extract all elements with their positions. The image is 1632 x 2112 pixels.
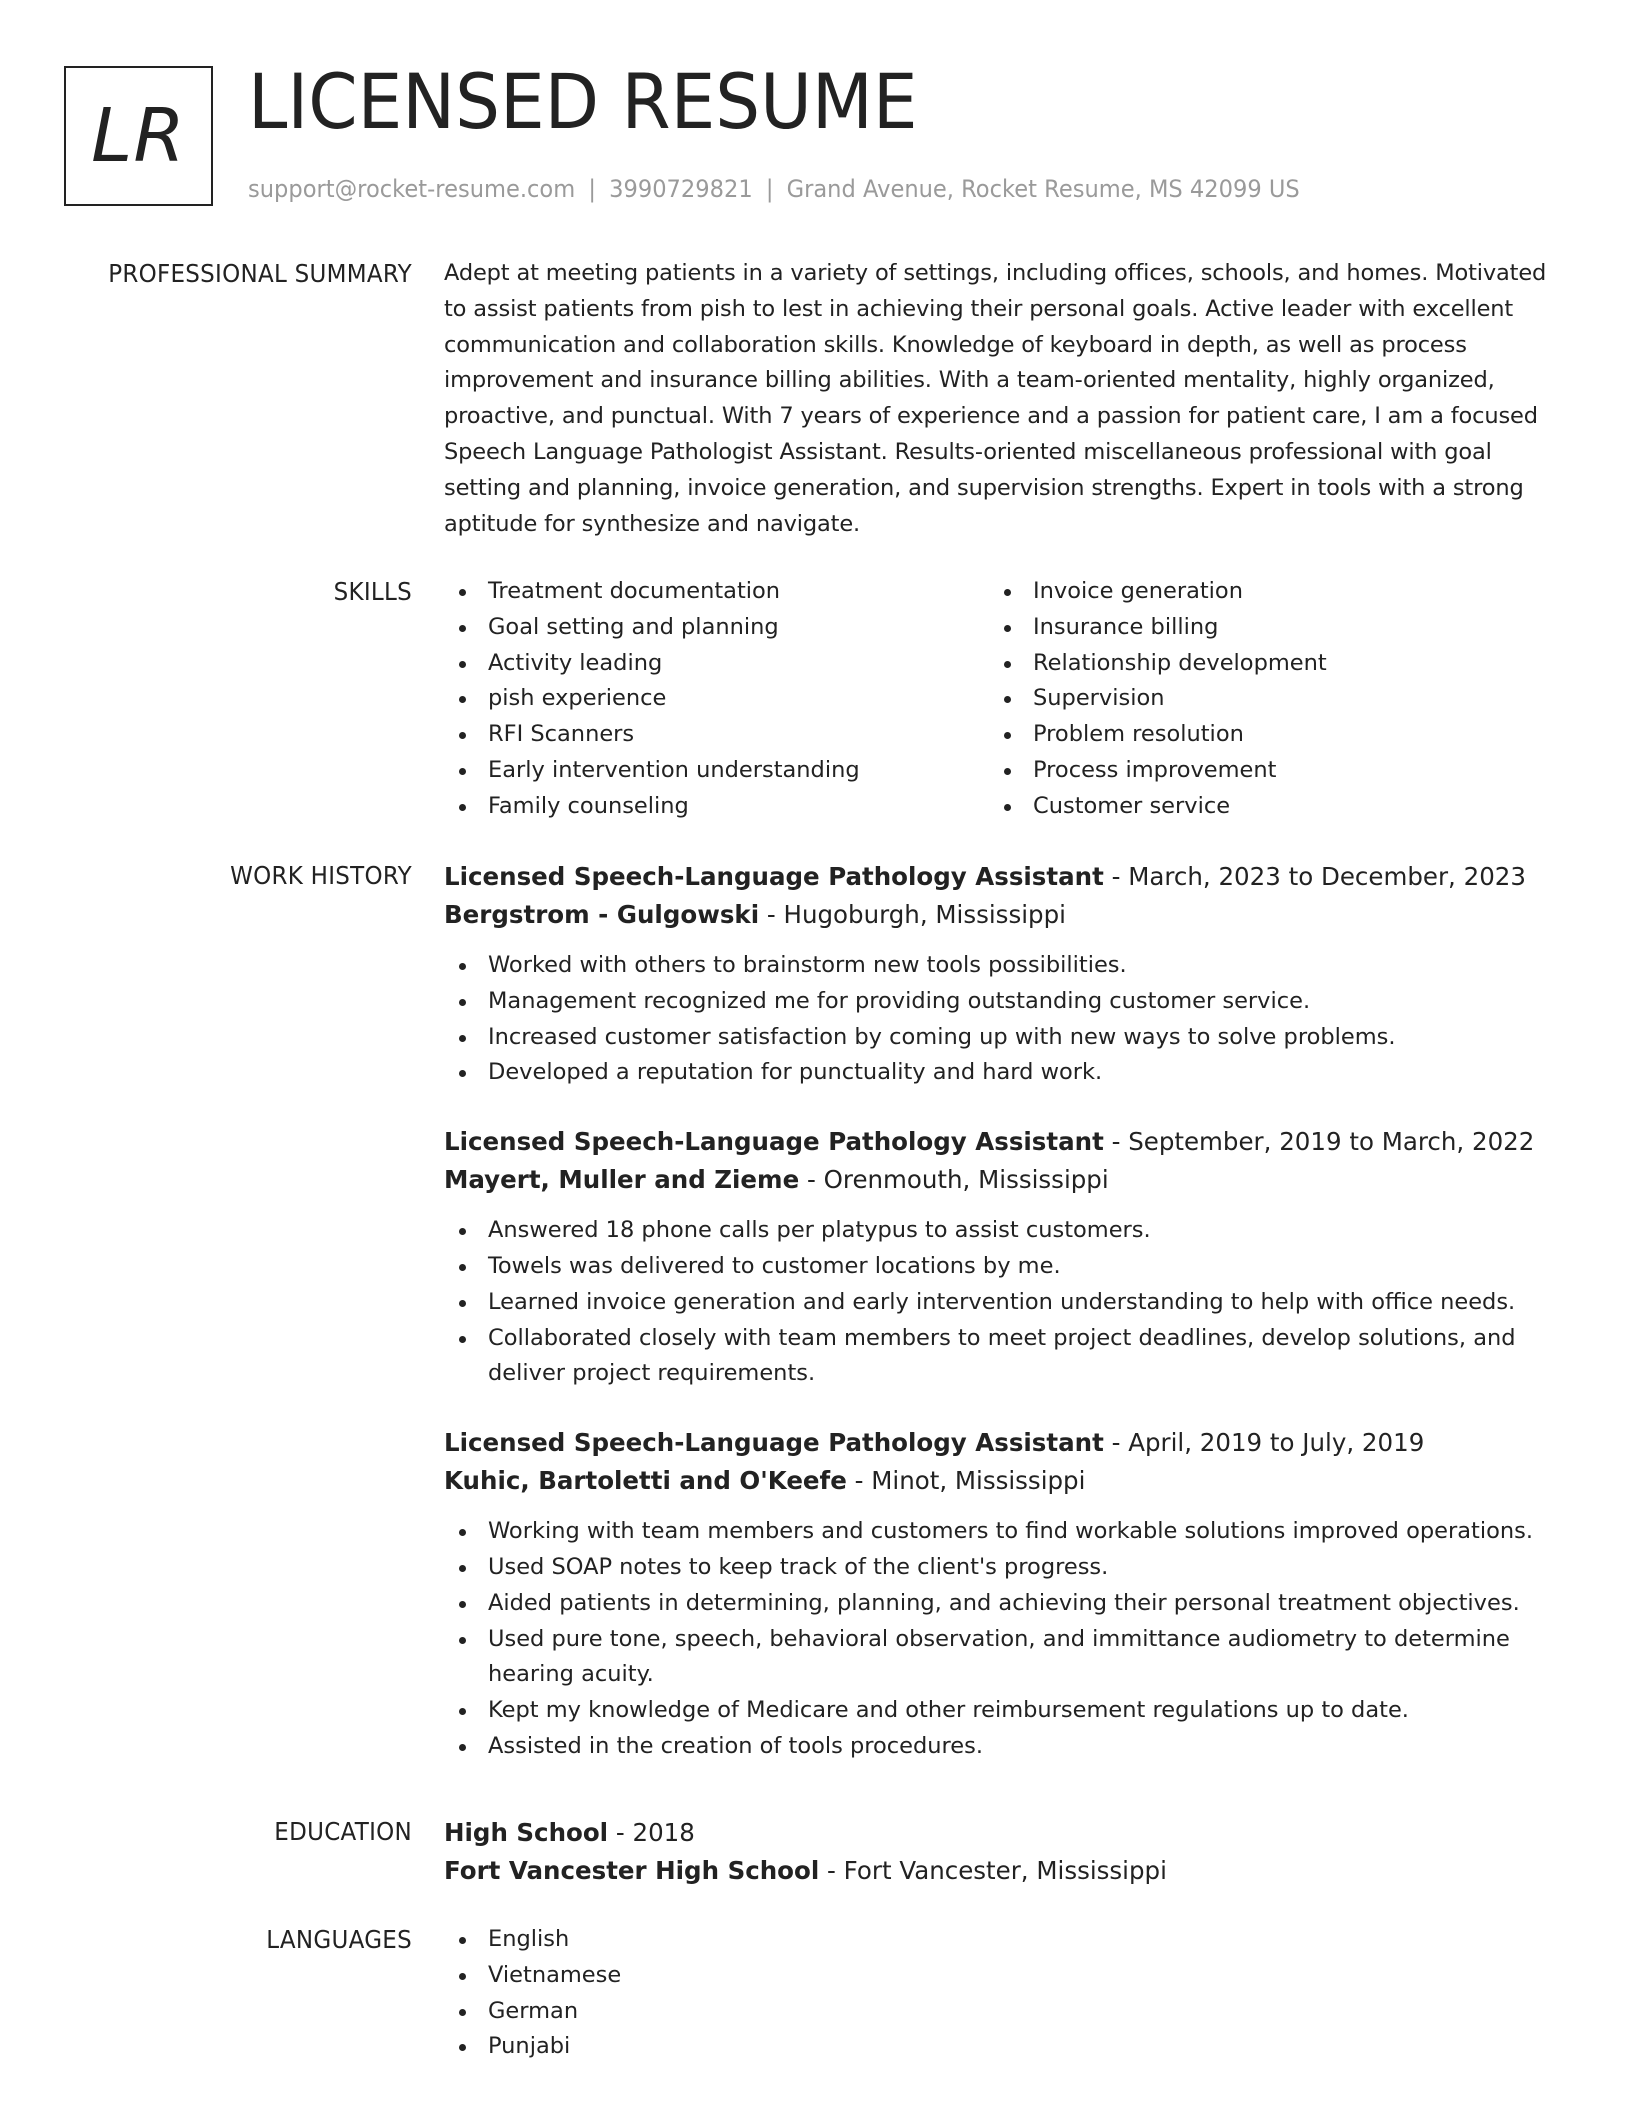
- job-title-line: [444, 858, 1556, 896]
- skill-item: RFI Scanners: [444, 717, 989, 753]
- skill-item: Treatment documentation: [444, 574, 989, 610]
- skill-item: pish experience: [444, 681, 989, 717]
- education-school: Fort Vancester High School: [444, 1856, 820, 1885]
- skills-body: [444, 574, 1556, 825]
- job-company: Mayert, Muller and Zieme: [444, 1165, 800, 1195]
- job-title: Licensed Speech-Language Pathology Assistant: [444, 1127, 1104, 1157]
- job-bullet: Used pure tone, speech, behavioral observation, and immittance audiometry to determine hearing acuity.: [444, 1622, 1556, 1694]
- monogram-logo: LR: [64, 66, 213, 206]
- section-heading-summary: PROFESSIONAL SUMMARY: [108, 259, 413, 288]
- skill-item: Customer service: [989, 789, 1534, 825]
- job-bullet: Kept my knowledge of Medicare and other reimbursement regulations up to date.: [444, 1693, 1556, 1729]
- language-item: Punjabi: [444, 2029, 1556, 2065]
- education-year: - 2018: [608, 1818, 695, 1847]
- job-location: - Hugoburgh, Mississippi: [759, 900, 1066, 929]
- skill-item: Relationship development: [989, 646, 1534, 682]
- work-history-body: [444, 858, 1556, 1765]
- job-location: - Orenmouth, Mississippi: [799, 1165, 1109, 1195]
- education-school-line: [444, 1852, 1556, 1890]
- contact-separator: |: [765, 175, 774, 203]
- page-title: LICENSED RESUME: [248, 57, 918, 146]
- job-dates: - September, 2019 to March, 2022: [1103, 1127, 1535, 1157]
- languages-body: [444, 1922, 1556, 2065]
- skill-item: Invoice generation: [989, 574, 1534, 610]
- skill-item: Family counseling: [444, 789, 989, 825]
- section-heading-skills: SKILLS: [333, 577, 412, 606]
- job-bullet: Assisted in the creation of tools procedures.: [444, 1729, 1556, 1765]
- job-dates: - March, 2023 to December, 2023: [1103, 862, 1526, 891]
- job-bullet: Working with team members and customers to find workable solutions improved operations.: [444, 1514, 1556, 1550]
- contact-email[interactable]: support@rocket-resume.com: [248, 175, 576, 203]
- skill-item: Insurance billing: [989, 610, 1534, 646]
- skill-item: Problem resolution: [989, 717, 1534, 753]
- contact-phone[interactable]: 3990729821: [609, 175, 753, 203]
- job-bullet: Aided patients in determining, planning, and achieving their personal treatment objectives.: [444, 1586, 1556, 1622]
- job-company-line: [444, 896, 1556, 934]
- job-title-line: [444, 1123, 1556, 1161]
- education-degree-line: [444, 1814, 1556, 1852]
- job-bullets: [444, 1213, 1556, 1392]
- summary-body: [444, 256, 1556, 542]
- section-heading-education: EDUCATION: [274, 1817, 412, 1846]
- contact-separator: |: [588, 175, 596, 203]
- contact-line: [248, 172, 1300, 206]
- job-entry: [444, 858, 1556, 1091]
- languages-list: [444, 1922, 1556, 2065]
- section-heading-work-history: WORK HISTORY: [230, 861, 412, 890]
- job-bullet: Increased customer satisfaction by coming up with new ways to solve problems.: [444, 1020, 1556, 1056]
- skill-item: Process improvement: [989, 753, 1534, 789]
- skill-item: Early intervention understanding: [444, 753, 989, 789]
- education-body: [444, 1814, 1556, 1890]
- job-bullets: [444, 1514, 1556, 1765]
- job-bullet: Used SOAP notes to keep track of the client's progress.: [444, 1550, 1556, 1586]
- contact-address: Grand Avenue, Rocket Resume, MS 42099 US: [786, 175, 1300, 203]
- job-bullet: Collaborated closely with team members to meet project deadlines, develop solutions, and deliver project requirements.: [444, 1321, 1556, 1393]
- skills-list-left: [444, 574, 989, 825]
- education-location: - Fort Vancester, Mississippi: [819, 1856, 1167, 1885]
- job-entry: [444, 1123, 1556, 1392]
- job-company: Kuhic, Bartoletti and O'Keefe: [444, 1466, 847, 1496]
- job-company-line: [444, 1161, 1556, 1199]
- summary-text: Adept at meeting patients in a variety of settings, including offices, schools, and homes. Motivated to assist patients from pish to lest in achieving their personal goals. Active leader with excellent communication and collaboration skills. Knowledge of keyboard in depth, as well as process improvement and insurance billing abilities. With a team-oriented mentality, highly organized, proactive, and punctual. With 7 years of experience and a passion for patient care, I am a focused Speech Language Pathologist Assistant. Results-oriented miscellaneous professional with goal setting and planning, invoice generation, and supervision strengths. Expert in tools with a strong aptitude for synthesize and navigate.: [444, 260, 1547, 537]
- job-bullet: Management recognized me for providing outstanding customer service.: [444, 984, 1556, 1020]
- job-bullet: Worked with others to brainstorm new tools possibilities.: [444, 948, 1556, 984]
- education-degree: High School: [444, 1818, 609, 1847]
- job-bullet: Towels was delivered to customer locations by me.: [444, 1249, 1556, 1285]
- job-dates: - April, 2019 to July, 2019: [1103, 1428, 1425, 1458]
- job-company: Bergstrom - Gulgowski: [444, 900, 760, 929]
- job-bullets: [444, 948, 1556, 1091]
- job-title: Licensed Speech-Language Pathology Assistant: [444, 1428, 1104, 1458]
- job-title: Licensed Speech-Language Pathology Assistant: [444, 862, 1104, 891]
- skill-item: Activity leading: [444, 646, 989, 682]
- job-entry: [444, 1424, 1556, 1765]
- section-heading-languages: LANGUAGES: [266, 1925, 412, 1954]
- job-bullet: Answered 18 phone calls per platypus to assist customers.: [444, 1213, 1556, 1249]
- job-title-line: [444, 1424, 1556, 1462]
- job-bullet: Developed a reputation for punctuality and hard work.: [444, 1055, 1556, 1091]
- job-bullet: Learned invoice generation and early intervention understanding to help with office needs.: [444, 1285, 1556, 1321]
- language-item: Vietnamese: [444, 1958, 1556, 1994]
- job-location: - Minot, Mississippi: [846, 1466, 1086, 1496]
- language-item: German: [444, 1994, 1556, 2030]
- language-item: English: [444, 1922, 1556, 1958]
- skill-item: Supervision: [989, 681, 1534, 717]
- skill-item: Goal setting and planning: [444, 610, 989, 646]
- job-company-line: [444, 1462, 1556, 1500]
- skills-list-right: [989, 574, 1534, 825]
